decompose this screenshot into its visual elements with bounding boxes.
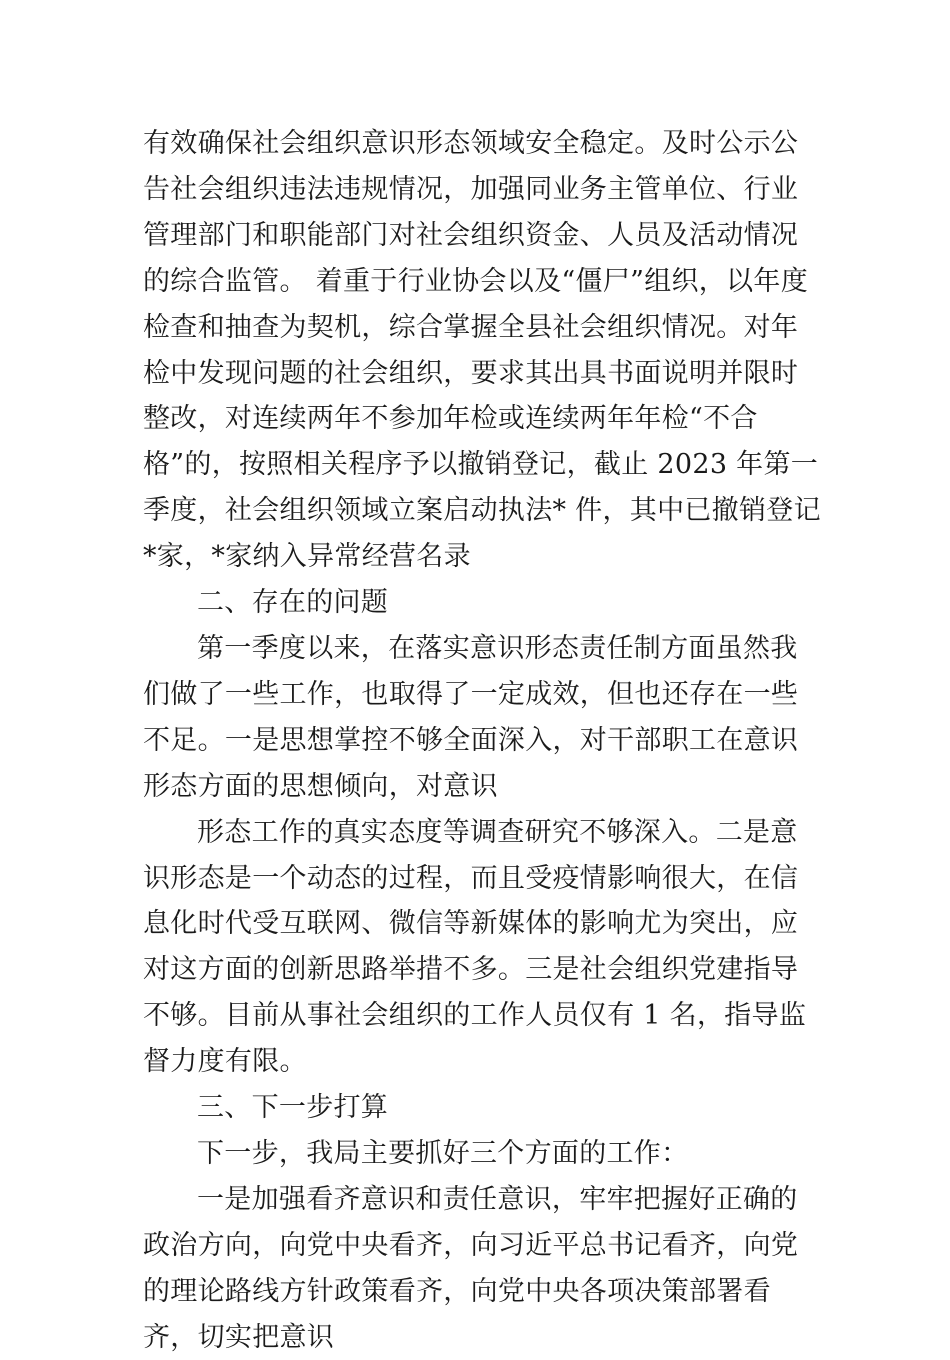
paragraph-supervision: 有效确保社会组织意识形态领域安全稳定。及时公示公告社会组织违法违规情况，加强同业务主管单位、行业管理部门和职能部门对社会组织资金、人员及活动情况的综合监管。 着重于行业协会以及“僵尸”组织，以年度检查和抽查为契机，综合掌握全县社会组织情况。对年检中发现问题的社会组织，要求其出具书面说明并限时整改，对连续两年不参加年检或连续两年年检“不合格”的，按照相关程序予以撤销登记，截止 2023 年第一季度，社会组织领域立案启动执法* 件，其中已撤销登记*家，*家纳入异常经营名录	[143, 128, 821, 573]
section-heading-problems: 二、存在的问题	[197, 587, 389, 619]
document-body	[143, 121, 823, 1360]
paragraph-next-steps-intro: 下一步，我局主要抓好三个方面的工作：	[197, 1137, 689, 1169]
section-heading-next-steps: 三、下一步打算	[197, 1092, 389, 1124]
paragraph-next-steps-first: 一是加强看齐意识和责任意识，牢牢把握好正确的政治方向，向党中央看齐，向习近平总书记看齐，向党的理论路线方针政策看齐，向党中央各项决策部署看齐，切实把意识	[143, 1183, 799, 1353]
paragraph-problems-detail: 形态工作的真实态度等调查研究不够深入。二是意识形态是一个动态的过程，而且受疫情影响很大，在信息化时代受互联网、微信等新媒体的影响尤为突出，应对这方面的创新思路举措不多。三是社会组织党建指导不够。目前从事社会组织的工作人员仅有 1 名，指导监督力度有限。	[143, 816, 807, 1078]
paragraph-problems-intro: 第一季度以来，在落实意识形态责任制方面虽然我们做了一些工作，也取得了一定成效，但也还存在一些不足。一是思想掌控不够全面深入，对干部职工在意识形态方面的思想倾向，对意识	[143, 632, 799, 802]
